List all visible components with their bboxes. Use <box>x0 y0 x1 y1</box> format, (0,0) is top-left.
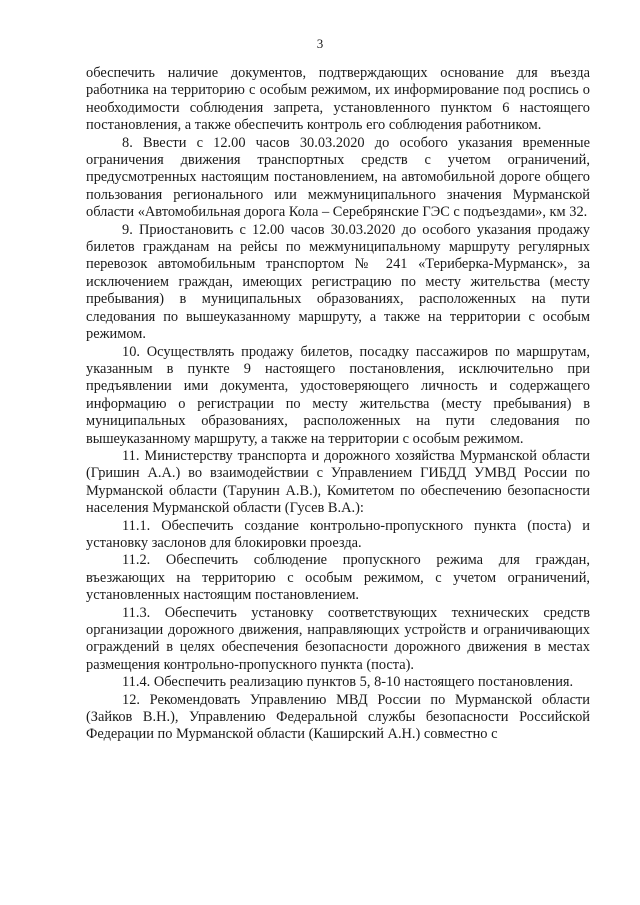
paragraph-item-11: 11. Министерству транспорта и дорожного хозяйства Мурманской области (Гришин А.А.) во взаимодействии с Управлением ГИБДД УМВД России по Мурманской области (Тарунин А.В.), Комитетом по обеспечению безопасности населения Мурманской области (Гусев В.А.): <box>86 447 590 517</box>
paragraph-item-11-2: 11.2. Обеспечить соблюдение пропускного режима для граждан, въезжающих на территорию с особым режимом, с учетом ограничений, установленных настоящим постановлением. <box>86 552 590 604</box>
paragraph-continuation: обеспечить наличие документов, подтверждающих основание для въезда работника на территорию с особым режимом, их информирование под роспись о необходимости соблюдения запрета, установленного пунктом 6 настоящего постановления, а также обеспечить контроль его соблюдения работником. <box>86 65 590 134</box>
paragraph-item-11-1: 11.1. Обеспечить создание контрольно-пропускного пункта (поста) и установку заслонов для блокировки проезда. <box>86 517 590 551</box>
paragraph-item-9: 9. Приостановить с 12.00 часов 30.03.2020 до особого указания продажу билетов гражданам на рейсы по межмуниципальному маршруту регулярных перевозок автомобильным транспортом № 241 «Териберка-Мурманск», за исключением граждан, имеющих регистрацию по месту жительства (месту пребывания) в муниципальных образованиях, расположенных на пути следования по вышеуказанному маршруту, а также на территории с особым режимом. <box>86 221 590 343</box>
paragraph-item-10: 10. Осуществлять продажу билетов, посадку пассажиров по маршрутам, указанным в пункте 9 настоящего постановления, исключительно при предъявлении ими документа, удостоверяющего личность и содержащего информацию о регистрации по месту жительства (месту пребывания) в муниципальных образованиях, расположенных на пути следования по вышеуказанному маршруту, а также на территории с особым режимом. <box>86 343 590 447</box>
document-body <box>86 65 590 744</box>
paragraph-item-8: 8. Ввести с 12.00 часов 30.03.2020 до особого указания временные ограничения движения транспортных средств с учетом ограничений, предусмотренных настоящим постановлением, на автомобильной дороге общего пользования регионального или межмуниципального значения Мурманской области «Автомобильная дорога Кола – Серебрянские ГЭС с подъездами», км 32. <box>86 134 590 221</box>
paragraph-item-11-4: 11.4. Обеспечить реализацию пунктов 5, 8-10 настоящего постановления. <box>122 674 574 691</box>
paragraph-item-11-3: 11.3. Обеспечить установку соответствующих технических средств организации дорожного движения, направляющих устройств и ограничивающих ограждений в целях обеспечения безопасности дорожного движения в местах размещения контрольно-пропускного пункта (поста). <box>86 604 590 673</box>
page-number: 3 <box>316 36 324 51</box>
paragraph-item-12: 12. Рекомендовать Управлению МВД России по Мурманской области (Зайков В.Н.), Управлению Федеральной службы безопасности Российской Федерации по Мурманской области (Каширский А.Н.) совместно с <box>86 691 590 743</box>
